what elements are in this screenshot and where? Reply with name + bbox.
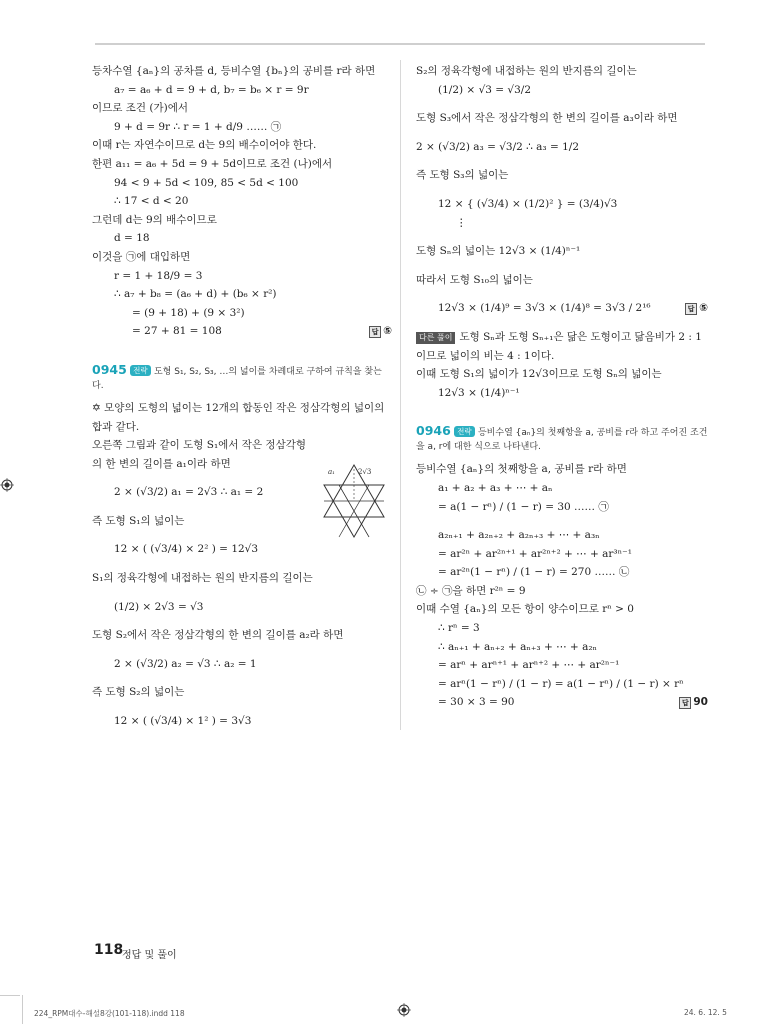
solution-line: 즉 도형 S₁의 넓이는 [92,514,185,527]
answer-value: 90 [693,696,708,709]
solution-line: 이때 도형 S₁의 넓이가 12√3이므로 도형 Sₙ의 넓이는 [416,368,662,381]
solution-line: r = 1 + 18/9 = 3 [114,269,203,282]
solution-line: ㉡ ÷ ㉠을 하면 r²ⁿ = 9 [416,584,526,597]
solution-line: 12 × { (√3/4) × (1/2)² } = (3/4)√3 [438,197,618,210]
answer-mark-icon: 답 [369,326,381,338]
answer-value: ⑤ [383,325,392,338]
solution-line: 이것을 ㉠에 대입하면 [92,250,191,263]
problem-number: 0946 [416,423,451,439]
solution-line: (1/2) × √3 = √3/2 [438,83,531,96]
top-rule [95,43,705,45]
problem-number: 0945 [92,361,127,377]
solution-line: 그런데 d는 9의 배수이므로 [92,213,217,226]
solution-line: 2 × (√3/2) a₃ = √3/2 ∴ a₃ = 1/2 [416,140,580,153]
answer-mark-icon: 답 [679,697,691,709]
solution-line: a₂ₙ₊₁ + a₂ₙ₊₂ + a₂ₙ₊₃ + ⋯ + a₃ₙ [438,529,600,542]
solution-line: 12 × ( (√3/4) × 1² ) = 3√3 [114,715,252,728]
solution-line: 도형 S₂에서 작은 정삼각형의 한 변의 길이를 a₂라 하면 [92,629,344,642]
solution-line: 2 × (√3/2) a₁ = 2√3 ∴ a₁ = 2 [114,486,264,499]
solution-line: ∴ 17 < d < 20 [114,195,189,208]
solution-line: a₇ = a₆ + d = 9 + d, b₇ = b₆ × r = 9r [114,83,309,96]
solution-line: 이므로 넓이의 비는 4 : 1이다. [416,349,555,362]
solution-line: 2 × (√3/2) a₂ = √3 ∴ a₂ = 1 [114,657,257,670]
solution-line [416,693,708,712]
solution-text: 12√3 × (1/4)⁹ = 3√3 × (1/4)⁸ = 3√3 / 2¹⁶ [438,302,651,315]
alt-solution-label: 다른 풀이 [416,332,455,344]
crop-mark [0,995,20,996]
file-info: 224_RPM대수-해설8강(101-118).indd 118 [34,1009,185,1018]
answer-badge [369,322,392,341]
hexagram-figure [322,463,386,539]
solution-line: 9 + d = 9r ∴ r = 1 + d/9 …… ㉠ [114,120,282,133]
solution-line: S₁의 정육각형에 내접하는 원의 반지름의 길이는 [92,572,313,585]
answer-value: ⑤ [699,302,708,315]
solution-line: 합과 같다. [92,420,140,433]
solution-line: 12√3 × (1/4)ⁿ⁻¹ [438,386,520,399]
solution-line: 이므로 조건 (가)에서 [92,102,189,115]
solution-line: 즉 도형 S₃의 넓이는 [416,169,509,182]
solution-line: 도형 Sₙ의 넓이는 12√3 × (1/4)ⁿ⁻¹ [416,245,581,258]
answer-mark-icon: 답 [685,303,697,315]
solution-line [92,322,392,341]
column-divider [400,60,401,730]
solution-line: a₁ + a₂ + a₃ + ⋯ + aₙ [438,481,553,494]
strategy-text: 등비수열 {aₙ}의 첫째항을 a, 공비를 r라 하고 주어진 조건을 a, r에 대한 식으로 나타낸다. [416,428,708,453]
solution-line: 즉 도형 S₂의 넓이는 [92,686,185,699]
solution-line: ∴ a₇ + b₈ = (a₆ + d) + (b₆ × r²) [114,288,277,301]
solution-line: = ar²ⁿ + ar²ⁿ⁺¹ + ar²ⁿ⁺² + ⋯ + ar³ⁿ⁻¹ [438,547,632,560]
strategy-badge: 전략 [130,365,151,376]
solution-line: = (9 + 18) + (9 × 3²) [132,306,245,319]
strategy-text: 도형 S₁, S₂, S₃, …의 넓이를 차례대로 구하여 규칙을 찾는다. [92,366,382,391]
solution-line: 따라서 도형 S₁₀의 넓이는 [416,273,533,286]
solution-line: 도형 S₃에서 작은 정삼각형의 한 변의 길이를 a₃이라 하면 [416,112,678,125]
solution-line [416,299,708,318]
registration-mark-icon [0,478,14,492]
page-label: 정답 및 풀이 [122,950,177,961]
solution-line: 이때 수열 {aₙ}의 모든 항이 양수이므로 rⁿ > 0 [416,603,634,616]
solution-line: 의 한 변의 길이를 a₁이라 하면 [92,457,231,470]
solution-line: 한편 a₁₁ = a₆ + 5d = 9 + 5d이므로 조건 (나)에서 [92,157,333,170]
crop-mark [22,995,23,1024]
solution-line: ✡ 모양의 도형의 넓이는 12개의 합동인 작은 정삼각형의 넓이의 [92,401,385,414]
answer-badge [685,299,708,318]
strategy-badge: 전략 [454,426,475,437]
solution-line: 94 < 9 + 5d < 109, 85 < 5d < 100 [114,176,299,189]
solution-line: = arⁿ(1 − rⁿ) / (1 − r) = a(1 − rⁿ) / (1 − r) × rⁿ [438,677,684,690]
solution-line: ∴ aₙ₊₁ + aₙ₊₂ + aₙ₊₃ + ⋯ + a₂ₙ [438,640,598,653]
solution-line: 등비수열 {aₙ}의 첫째항을 a, 공비를 r라 하면 [416,463,627,476]
figure-label-length: 2√3 [358,468,372,476]
solution-line: d = 18 [114,232,150,245]
figure-label-a1: a₁ [328,468,335,476]
problem-header-0945 [92,363,392,393]
solution-line: ∴ rⁿ = 3 [438,622,480,635]
page-number: 118 [94,942,124,958]
solution-line: S₂의 정육각형에 내접하는 원의 반지름의 길이는 [416,65,637,77]
solution-text: 도형 Sₙ과 도형 Sₙ₊₁은 닮은 도형이고 닮음비가 2 : 1 [459,330,702,343]
solution-line: = a(1 − rⁿ) / (1 − r) = 30 …… ㉠ [438,500,609,513]
solution-line: (1/2) × 2√3 = √3 [114,600,204,613]
right-column [416,62,708,712]
problem-header-0946 [416,424,708,454]
registration-mark-icon [397,1003,411,1017]
solution-line: 등차수열 {aₙ}의 공차를 d, 등비수열 {bₙ}의 공비를 r라 하면 [92,65,376,77]
solution-line [416,328,708,347]
solution-line: 오른쪽 그림과 같이 도형 S₁에서 작은 정삼각형 [92,439,307,452]
solution-line: 이때 r는 자연수이므로 d는 9의 배수이어야 한다. [92,139,317,152]
solution-line: 12 × ( (√3/4) × 2² ) = 12√3 [114,543,259,556]
left-column [92,62,392,731]
print-date: 24. 6. 12. 5 [684,1008,727,1017]
solution-line: = arⁿ + arⁿ⁺¹ + arⁿ⁺² + ⋯ + ar²ⁿ⁻¹ [438,659,620,672]
answer-badge [679,693,708,712]
solution-text: = 30 × 3 = 90 [438,696,515,709]
solution-text: = 27 + 81 = 108 [132,325,222,338]
solution-line: ⋮ [456,216,467,229]
solution-line: = ar²ⁿ(1 − rⁿ) / (1 − r) = 270 …… ㉡ [438,566,630,579]
